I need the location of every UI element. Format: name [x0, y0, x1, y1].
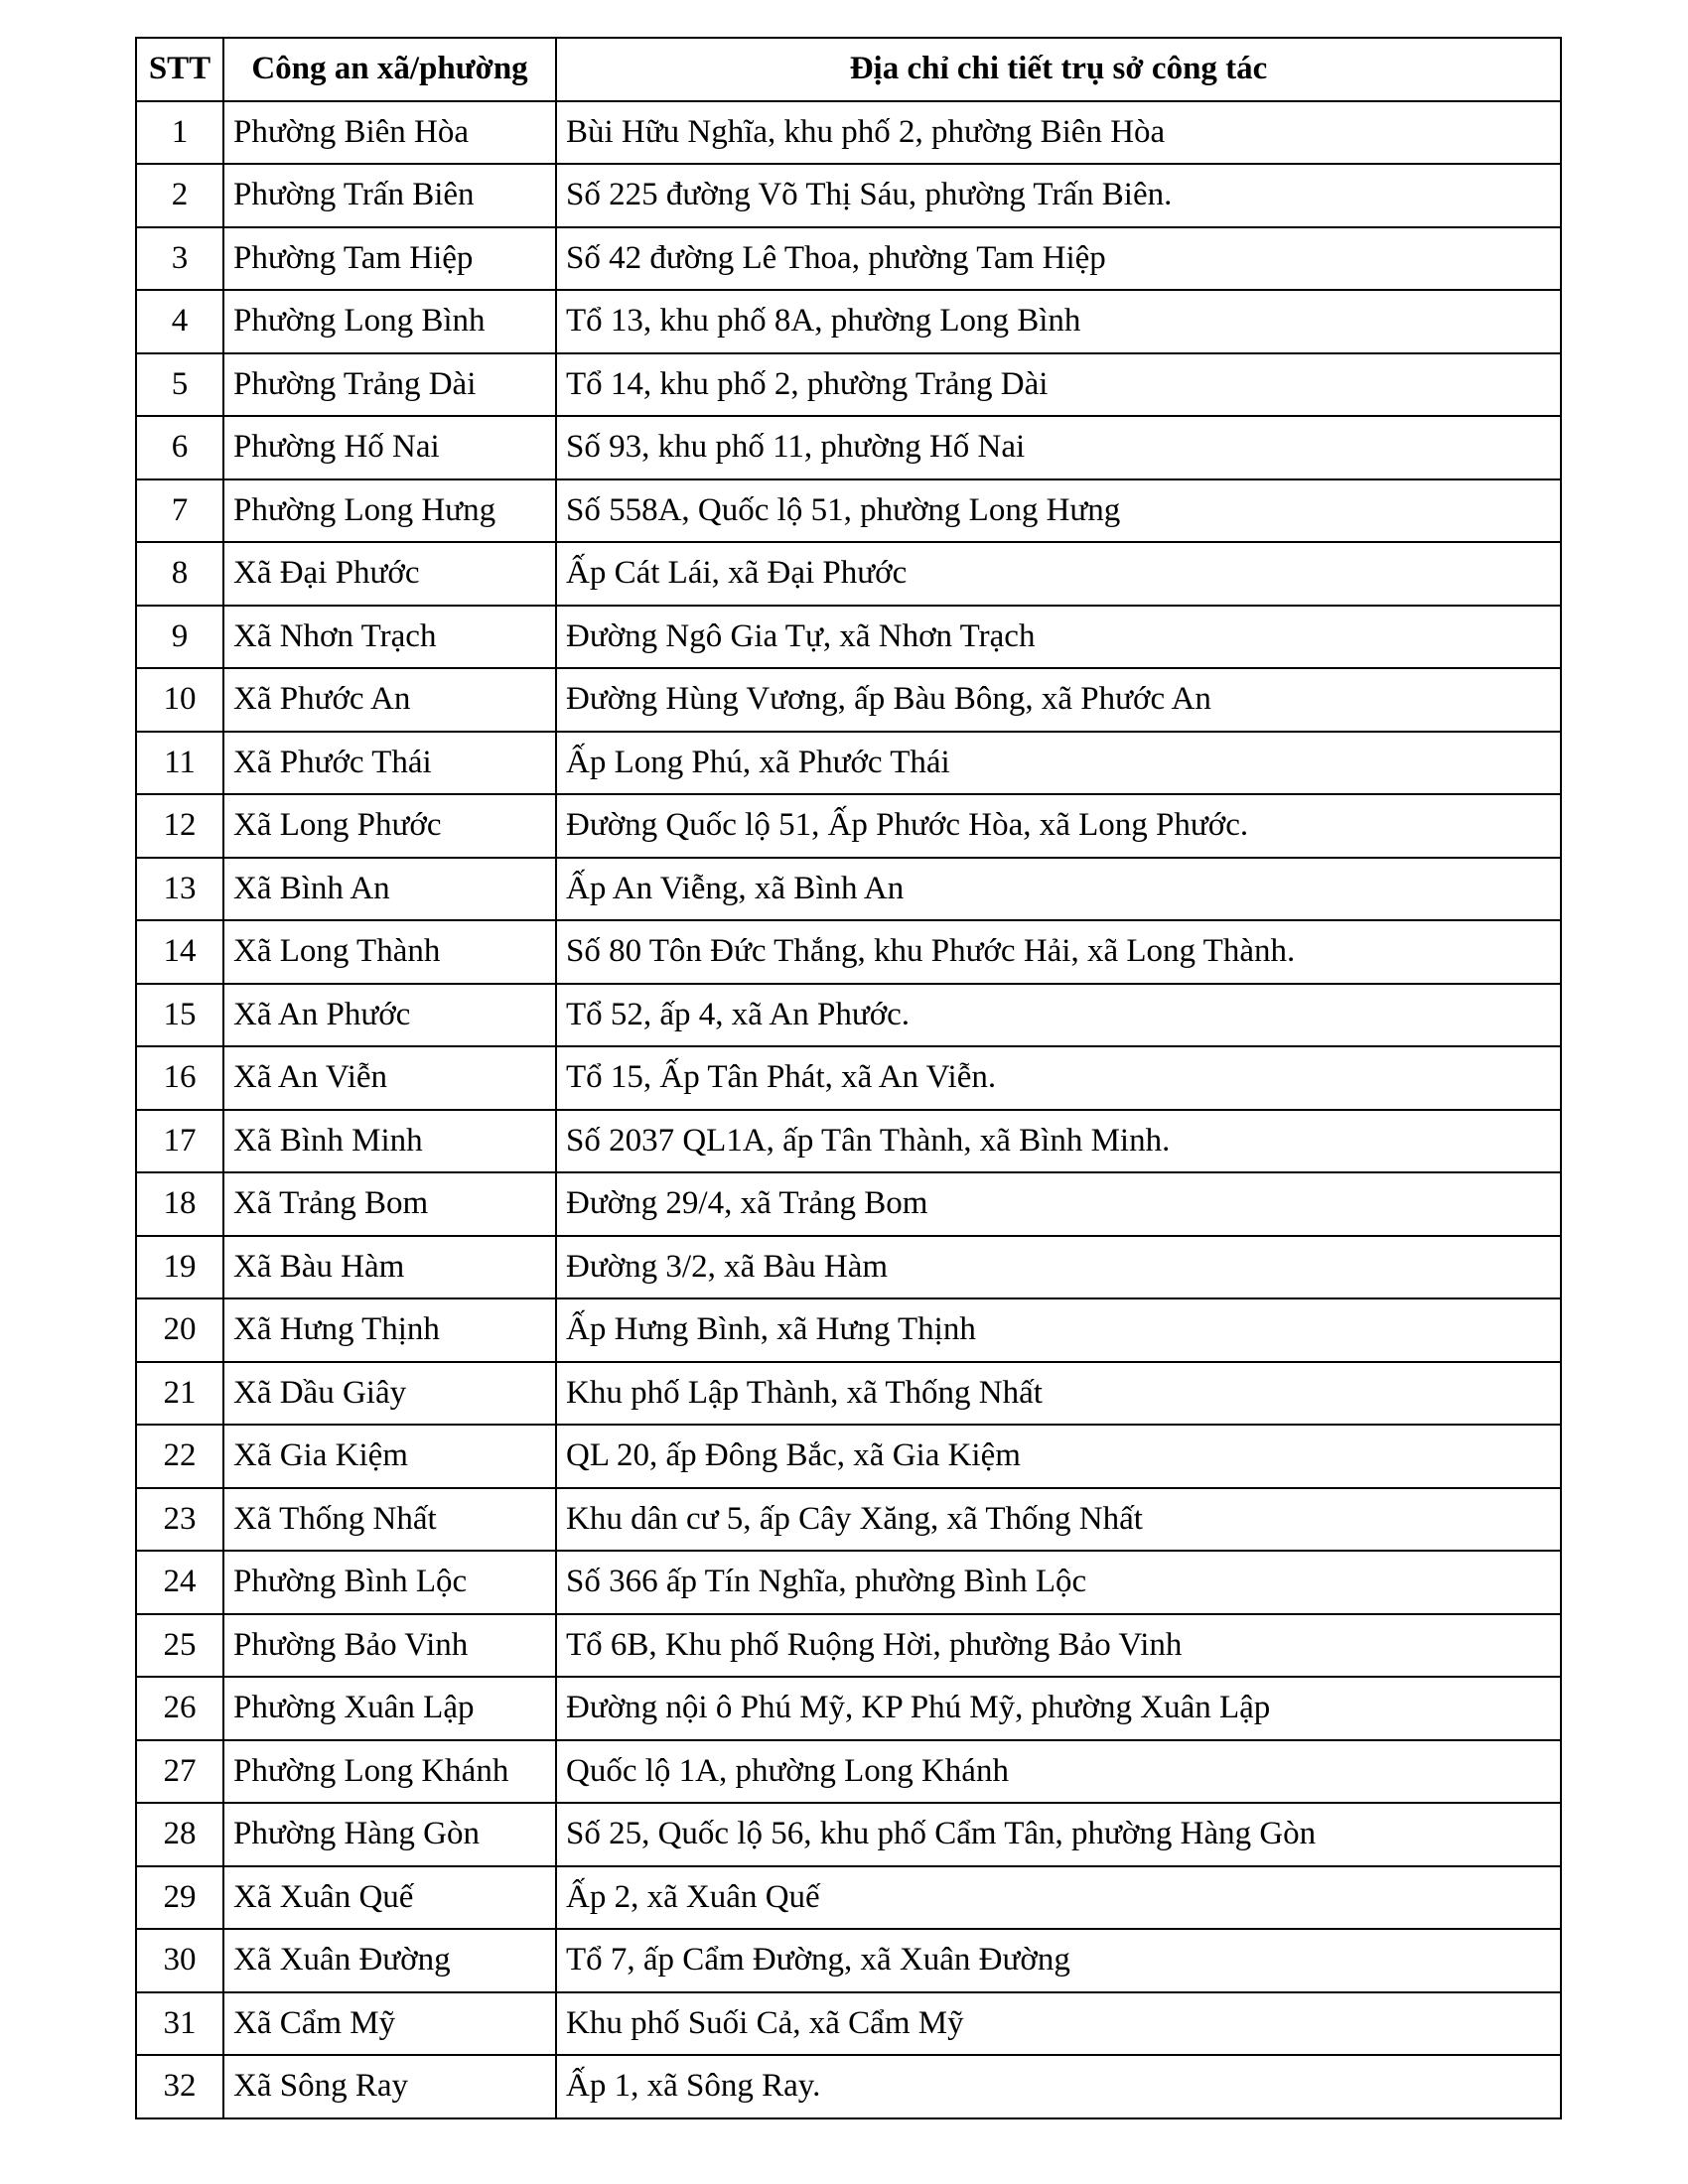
table-row [136, 1614, 1561, 1678]
row-stt: 10 [136, 668, 223, 732]
row-address: Tổ 7, ấp Cẩm Đường, xã Xuân Đường [556, 1929, 1561, 1992]
row-address: Số 80 Tôn Đức Thắng, khu Phước Hải, xã Long Thành. [556, 920, 1561, 984]
row-address: Ấp 2, xã Xuân Quế [556, 1866, 1561, 1930]
table-row [136, 353, 1561, 417]
row-address: Bùi Hữu Nghĩa, khu phố 2, phường Biên Hòa [556, 101, 1561, 165]
header-address: Địa chỉ chi tiết trụ sở công tác [556, 38, 1561, 101]
row-address: Tổ 13, khu phố 8A, phường Long Bình [556, 290, 1561, 353]
table-row [136, 858, 1561, 921]
row-stt: 30 [136, 1929, 223, 1992]
row-unit-name: Phường Trảng Dài [223, 353, 556, 417]
table-row [136, 1046, 1561, 1110]
table-row [136, 606, 1561, 669]
row-unit-name: Xã Thống Nhất [223, 1488, 556, 1552]
table-row [136, 290, 1561, 353]
row-address: Tổ 6B, Khu phố Ruộng Hời, phường Bảo Vinh [556, 1614, 1561, 1678]
row-unit-name: Phường Hàng Gòn [223, 1803, 556, 1866]
row-unit-name: Phường Long Hưng [223, 479, 556, 543]
row-unit-name: Xã Sông Ray [223, 2055, 556, 2118]
row-stt: 7 [136, 479, 223, 543]
row-stt: 21 [136, 1362, 223, 1426]
row-address: Đường 29/4, xã Trảng Bom [556, 1172, 1561, 1236]
row-stt: 1 [136, 101, 223, 165]
table-row [136, 1425, 1561, 1488]
row-address: Quốc lộ 1A, phường Long Khánh [556, 1740, 1561, 1804]
row-stt: 14 [136, 920, 223, 984]
row-unit-name: Xã Bình An [223, 858, 556, 921]
row-address: Ấp Hưng Bình, xã Hưng Thịnh [556, 1298, 1561, 1362]
table-body [136, 101, 1561, 2118]
row-unit-name: Xã Phước An [223, 668, 556, 732]
row-stt: 32 [136, 2055, 223, 2118]
row-address: Tổ 14, khu phố 2, phường Trảng Dài [556, 353, 1561, 417]
row-address: Đường nội ô Phú Mỹ, KP Phú Mỹ, phường Xuân Lập [556, 1677, 1561, 1740]
row-address: Số 558A, Quốc lộ 51, phường Long Hưng [556, 479, 1561, 543]
row-unit-name: Xã An Phước [223, 984, 556, 1047]
row-stt: 8 [136, 542, 223, 606]
table-row [136, 1362, 1561, 1426]
row-unit-name: Xã Trảng Bom [223, 1172, 556, 1236]
table-row [136, 668, 1561, 732]
row-stt: 3 [136, 227, 223, 291]
row-unit-name: Xã Nhơn Trạch [223, 606, 556, 669]
row-stt: 6 [136, 416, 223, 479]
row-unit-name: Xã Đại Phước [223, 542, 556, 606]
row-stt: 9 [136, 606, 223, 669]
row-unit-name: Phường Long Bình [223, 290, 556, 353]
header-stt: STT [136, 38, 223, 101]
row-address: Ấp 1, xã Sông Ray. [556, 2055, 1561, 2118]
row-unit-name: Phường Trấn Biên [223, 164, 556, 227]
row-stt: 4 [136, 290, 223, 353]
row-unit-name: Xã Cẩm Mỹ [223, 1992, 556, 2056]
header-row [136, 38, 1561, 101]
table-row [136, 2055, 1561, 2118]
row-unit-name: Xã Long Phước [223, 794, 556, 858]
table-row [136, 984, 1561, 1047]
row-address: QL 20, ấp Đông Bắc, xã Gia Kiệm [556, 1425, 1561, 1488]
table-row [136, 101, 1561, 165]
row-unit-name: Xã Xuân Đường [223, 1929, 556, 1992]
row-stt: 20 [136, 1298, 223, 1362]
table-row [136, 732, 1561, 795]
table-row [136, 1803, 1561, 1866]
row-address: Khu dân cư 5, ấp Cây Xăng, xã Thống Nhất [556, 1488, 1561, 1552]
row-unit-name: Xã Bàu Hàm [223, 1236, 556, 1299]
row-unit-name: Xã Long Thành [223, 920, 556, 984]
row-unit-name: Xã Hưng Thịnh [223, 1298, 556, 1362]
table-row [136, 227, 1561, 291]
row-unit-name: Xã An Viễn [223, 1046, 556, 1110]
row-stt: 13 [136, 858, 223, 921]
row-address: Ấp Cát Lái, xã Đại Phước [556, 542, 1561, 606]
row-stt: 16 [136, 1046, 223, 1110]
row-stt: 23 [136, 1488, 223, 1552]
row-address: Số 93, khu phố 11, phường Hố Nai [556, 416, 1561, 479]
table-row [136, 1298, 1561, 1362]
row-stt: 11 [136, 732, 223, 795]
row-stt: 27 [136, 1740, 223, 1804]
row-stt: 12 [136, 794, 223, 858]
table-header [136, 38, 1561, 101]
table-row [136, 1172, 1561, 1236]
row-stt: 31 [136, 1992, 223, 2056]
row-unit-name: Xã Phước Thái [223, 732, 556, 795]
table-row [136, 920, 1561, 984]
row-address: Đường Hùng Vương, ấp Bàu Bông, xã Phước An [556, 668, 1561, 732]
table-row [136, 416, 1561, 479]
table-row [136, 1992, 1561, 2056]
row-unit-name: Phường Xuân Lập [223, 1677, 556, 1740]
row-stt: 25 [136, 1614, 223, 1678]
table-row [136, 1488, 1561, 1552]
row-address: Tổ 52, ấp 4, xã An Phước. [556, 984, 1561, 1047]
row-unit-name: Phường Bình Lộc [223, 1551, 556, 1614]
row-address: Ấp Long Phú, xã Phước Thái [556, 732, 1561, 795]
row-address: Ấp An Viễng, xã Bình An [556, 858, 1561, 921]
table-row [136, 1110, 1561, 1173]
row-address: Tổ 15, Ấp Tân Phát, xã An Viễn. [556, 1046, 1561, 1110]
row-address: Số 25, Quốc lộ 56, khu phố Cẩm Tân, phường Hàng Gòn [556, 1803, 1561, 1866]
row-address: Đường 3/2, xã Bàu Hàm [556, 1236, 1561, 1299]
row-unit-name: Xã Xuân Quế [223, 1866, 556, 1930]
row-address: Khu phố Lập Thành, xã Thống Nhất [556, 1362, 1561, 1426]
table-row [136, 164, 1561, 227]
row-unit-name: Phường Long Khánh [223, 1740, 556, 1804]
table-row [136, 1740, 1561, 1804]
row-stt: 17 [136, 1110, 223, 1173]
row-unit-name: Phường Bảo Vinh [223, 1614, 556, 1678]
row-address: Đường Quốc lộ 51, Ấp Phước Hòa, xã Long Phước. [556, 794, 1561, 858]
police-office-address-table [135, 37, 1562, 2119]
table-row [136, 1677, 1561, 1740]
table-row [136, 1929, 1561, 1992]
row-unit-name: Xã Gia Kiệm [223, 1425, 556, 1488]
row-stt: 29 [136, 1866, 223, 1930]
row-unit-name: Phường Biên Hòa [223, 101, 556, 165]
header-unit: Công an xã/phường [223, 38, 556, 101]
row-unit-name: Xã Bình Minh [223, 1110, 556, 1173]
row-unit-name: Phường Hố Nai [223, 416, 556, 479]
table-row [136, 1236, 1561, 1299]
row-stt: 2 [136, 164, 223, 227]
row-address: Số 366 ấp Tín Nghĩa, phường Bình Lộc [556, 1551, 1561, 1614]
row-address: Khu phố Suối Cả, xã Cẩm Mỹ [556, 1992, 1561, 2056]
row-stt: 28 [136, 1803, 223, 1866]
table-row [136, 1551, 1561, 1614]
row-stt: 26 [136, 1677, 223, 1740]
row-address: Số 42 đường Lê Thoa, phường Tam Hiệp [556, 227, 1561, 291]
row-stt: 5 [136, 353, 223, 417]
row-stt: 18 [136, 1172, 223, 1236]
row-stt: 24 [136, 1551, 223, 1614]
row-unit-name: Xã Dầu Giây [223, 1362, 556, 1426]
table-row [136, 479, 1561, 543]
table-row [136, 794, 1561, 858]
row-stt: 15 [136, 984, 223, 1047]
table-row [136, 542, 1561, 606]
row-stt: 22 [136, 1425, 223, 1488]
row-unit-name: Phường Tam Hiệp [223, 227, 556, 291]
row-stt: 19 [136, 1236, 223, 1299]
row-address: Số 225 đường Võ Thị Sáu, phường Trấn Biên. [556, 164, 1561, 227]
table-row [136, 1866, 1561, 1930]
row-address: Số 2037 QL1A, ấp Tân Thành, xã Bình Minh. [556, 1110, 1561, 1173]
row-address: Đường Ngô Gia Tự, xã Nhơn Trạch [556, 606, 1561, 669]
